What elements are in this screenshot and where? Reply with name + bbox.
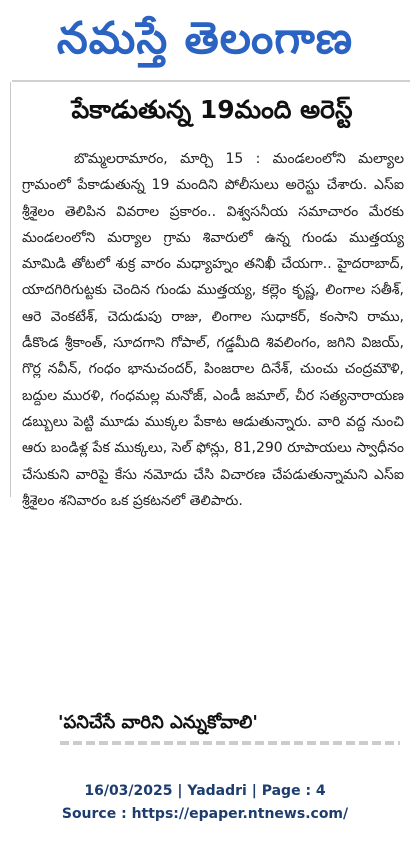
masthead-divider bbox=[12, 80, 410, 82]
footer-date-line: 16/03/2025 | Yadadri | Page : 4 bbox=[84, 783, 326, 799]
footer-source-line: Source : https://epaper.ntnews.com/ bbox=[61, 806, 349, 822]
article-body: బొమ్మలరామారం, మార్చి 15 : మండలంలోని మల్యాల గ్రామంలో పేకాడుతున్న 19 మందిని పోలీసులు అరెస్టు చేశారు. ఎస్ఐ శ్రీశైలం తెలిపిన వివరాల ప్రకారం.. విశ్వసనీయ సమాచారం మేరకు మండలంలోని మర్యాల గ్రామ శివారులో ఉన్న గుండు ముత్తయ్య మామిడి తోటలో శుక్ర వారం మధ్యాహ్నం తనిఖీ చేయగా.. హైదరాబాద్, యాదగిరిగుట్టకు చెందిన గుండు ముత్తయ్య, కల్లెం కృష్ణ, లింగాల సతీశ్, ఆరె వెంకటేశ్, చెదుడుపు రాజు, లింగాల సుధాకర్, కంసాని రాము, డీకొండ శ్రీకాంత్, సూదగాని గోపాల్, గడ్డమీది శివలింగం, జగిని విజయ్, గొర్ల నవీన్, గంధం భానుచందర్, పింజరాల దినేశ్, చుంచు చంద్రమౌళి, బద్దుల మురళి, గంధమల్ల మనోజ్, ఎండీ జమాల్, చీర సత్యనారాయణ డబ్బులు పెట్టి మూడు ముక్కల పేకాట ఆడుతున్నారు. వారి వద్ద నుంచి ఆరు బండిళ్ల పేక ముక్కలు, సెల్ ఫోన్లు, 81,290 రూపాయలు స్వాధీనం చేసుకుని వారిపై కేసు నమోదు చేసి విచారణ చేపడుతున్నామని ఎస్ఐ శ్రీశైలం శనివారం ఒక ప్రకటనలో తెలిపారు. bbox=[22, 151, 404, 509]
article-headline: పేకాడుతున్న 19మంది అరెస్ట్ bbox=[71, 95, 353, 124]
cutoff-text-line bbox=[60, 741, 400, 745]
column-divider bbox=[10, 82, 11, 497]
next-article-headline: 'పనిచేసే వారిని ఎన్నుకోవాలి' bbox=[58, 712, 258, 733]
masthead-title: నమస్తే తెలంగాణ bbox=[56, 13, 354, 64]
